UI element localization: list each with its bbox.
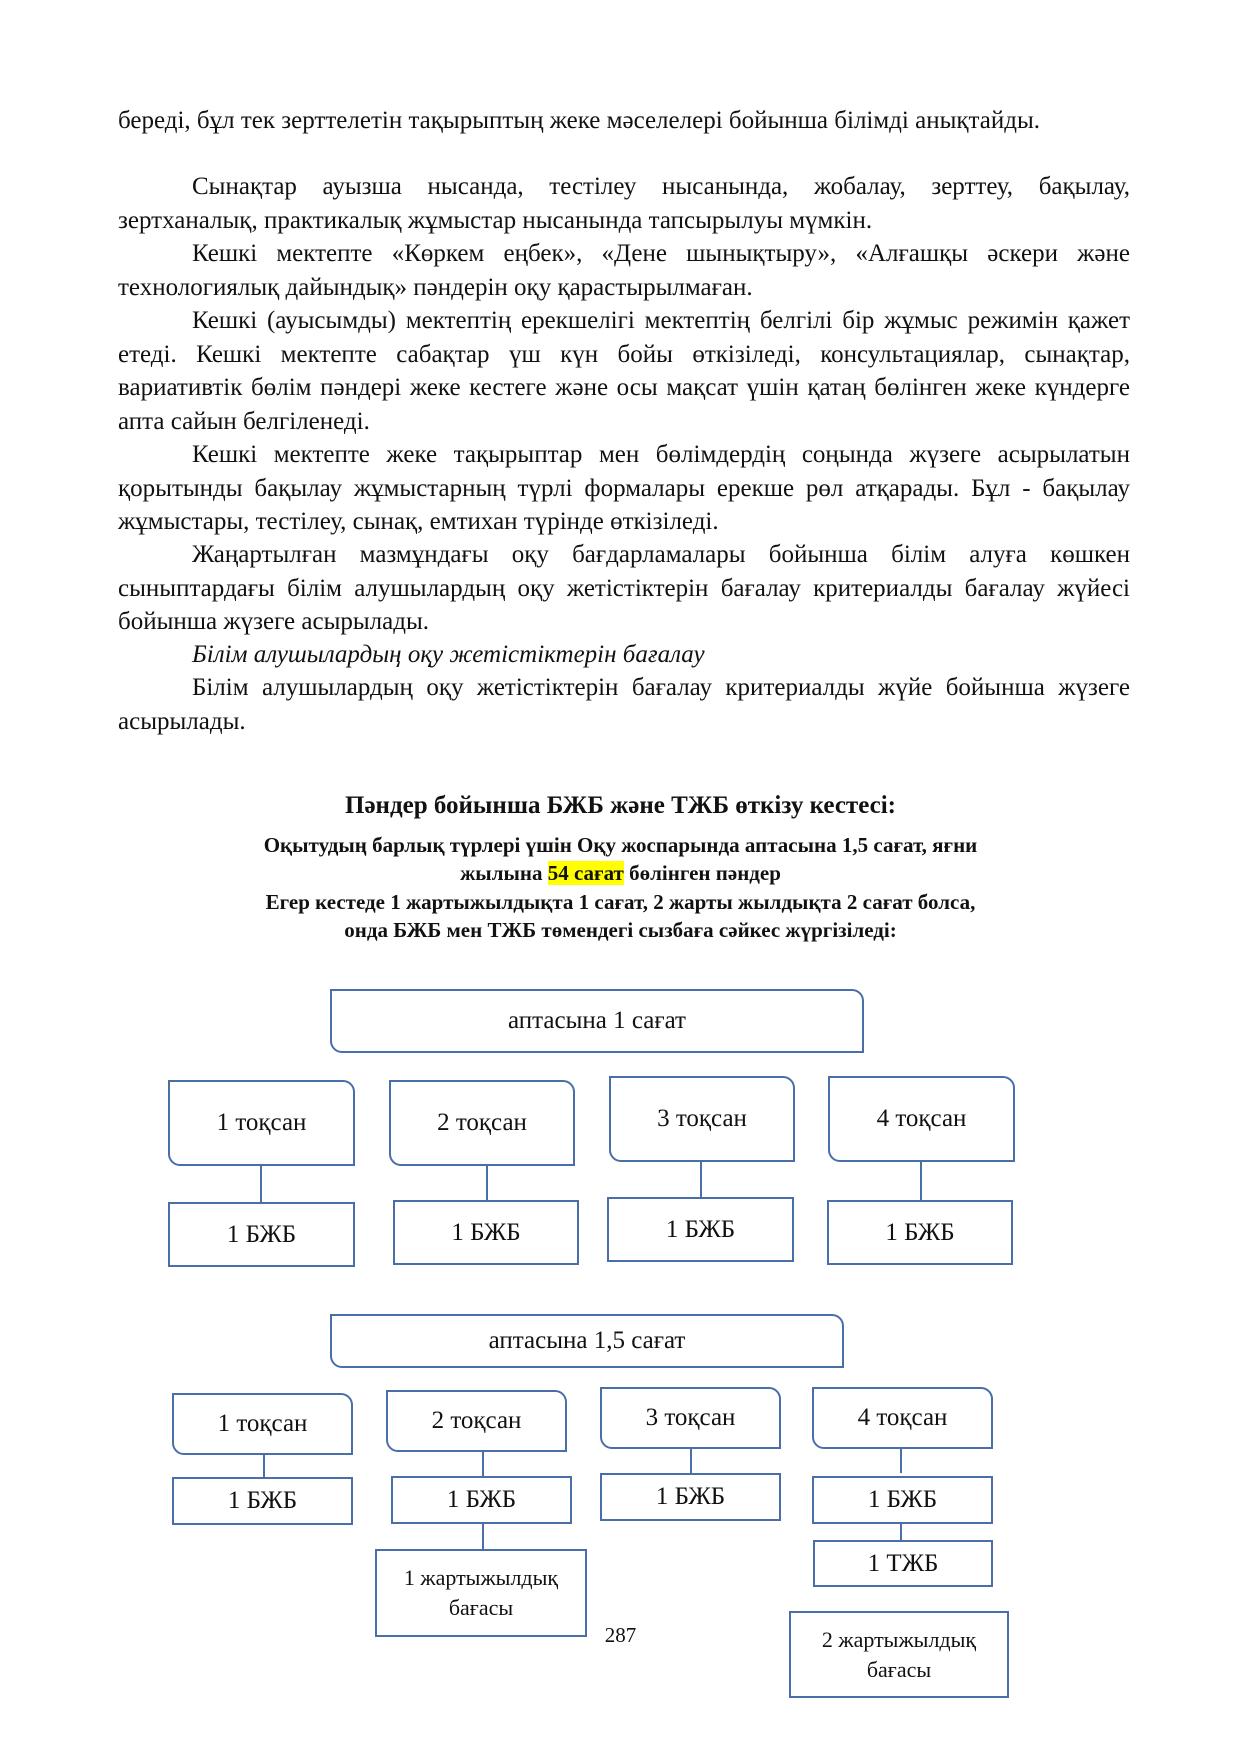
italic-heading: Білім алушылардың оқу жетістіктерін бағалау <box>192 641 705 668</box>
diagram2-quarter-3: 3 тоқсан <box>600 1387 781 1449</box>
section-line-1: Оқытудың барлық түрлері үшін Оқу жоспарында аптасына 1,5 сағат, яғни <box>263 833 978 857</box>
section-line-4: онда БЖБ мен ТЖБ төмендегі сызбаға сәйкес жүргізіледі: <box>344 918 897 942</box>
diagram2-connector-half1 <box>482 1524 484 1549</box>
diagram2-quarter-1: 1 тоқсан <box>172 1393 353 1455</box>
section-line-2 <box>0 859 1241 887</box>
paragraph-2: Сынақтар ауызша нысанда, тестілеу нысанында, жобалау, зерттеу, бақылау, зертханалық, практикалық жұмыстар нысанында тапсырылуы мүмкін. <box>118 173 1130 234</box>
section-line-3: Егер кестеде 1 жартыжылдықта 1 сағат, 2 жарты жылдықта 2 сағат болса, <box>265 890 976 914</box>
diagram2-connector-1 <box>263 1455 265 1477</box>
diagram2-result-3: 1 БЖБ <box>600 1473 781 1521</box>
diagram1-quarter-1: 1 тоқсан <box>168 1080 355 1166</box>
diagram2-quarter-4: 4 тоқсан <box>812 1387 993 1449</box>
half-year-1-grade: 1 жартыжылдық бағасы <box>375 1549 587 1637</box>
diagram2-result-1: 1 БЖБ <box>172 1477 353 1525</box>
diagram1-connector-2 <box>486 1166 488 1202</box>
section-title: Пәндер бойынша БЖБ және ТЖБ өткізу кестесі: <box>345 792 896 819</box>
diagram2-connector-tzb <box>900 1524 902 1540</box>
diagram1-result-4: 1 БЖБ <box>827 1200 1013 1265</box>
diagram1-result-1: 1 БЖБ <box>168 1202 355 1267</box>
paragraph-5: Кешкі мектепте жеке тақырыптар мен бөлімдердің соңында жүзеге асырылатын қорытынды бақылау жұмыстарның түрлі формалары ерекше рөл атқарады. Бұл - бақылау жұмыстары, тестілеу, сынақ, емтихан түрінде өткізіледі. <box>118 441 1130 535</box>
diagram1-result-2: 1 БЖБ <box>393 1200 579 1265</box>
paragraph-4: Кешкі (ауысымды) мектептің ерекшелігі мектептің белгілі бір жұмыс режимін қажет етеді. Кешкі мектепте сабақтар үш күн бойы өткізіледі, консультациялар, сынақтар, вариативтік бөлім пәндері жеке кестеге және осы мақсат үшін қатаң бөлінген жеке күндерге апта сайын белгіленеді. <box>118 307 1130 435</box>
diagram1-header: аптасына 1 сағат <box>330 989 864 1053</box>
page-number: 287 <box>604 1623 637 1647</box>
highlighted-hours: 54 сағат <box>547 861 624 885</box>
paragraph-6: Жаңартылған мазмұндағы оқу бағдарламалары бойынша білім алуға көшкен сыныптардағы білім алушылардың оқу жетістіктерін бағалау критериалды бағалау жүйесі бойынша жүзеге асырылады. <box>118 541 1130 635</box>
diagram2-connector-2 <box>482 1452 484 1476</box>
diagram2-connector-3 <box>690 1449 692 1473</box>
diagram2-quarter-2: 2 тоқсан <box>386 1390 567 1452</box>
diagram1-result-3: 1 БЖБ <box>607 1197 794 1262</box>
paragraph-1: береді, бұл тек зерттелетін тақырыптың жеке мәселелері бойынша білімді анықтайды. <box>118 107 1040 134</box>
half-year-2-grade: 2 жартыжылдық бағасы <box>789 1611 1009 1698</box>
diagram2-connector-4 <box>900 1449 902 1473</box>
diagram1-quarter-2: 2 тоқсан <box>389 1080 575 1166</box>
diagram2-header: аптасына 1,5 сағат <box>330 1314 844 1368</box>
paragraph-3: Кешкі мектепте «Көркем еңбек», «Дене шынықтыру», «Алғашқы әскери және технологиялық дайындық» пәндерін оқу қарастырылмаған. <box>118 240 1130 301</box>
line-2-post: бөлінген пәндер <box>629 861 781 885</box>
diagram2-tzb: 1 ТЖБ <box>813 1540 993 1587</box>
diagram1-connector-1 <box>260 1166 262 1204</box>
diagram1-quarter-3: 3 тоқсан <box>609 1076 795 1162</box>
line-2-pre: жылына <box>460 861 543 885</box>
diagram1-connector-4 <box>920 1162 922 1202</box>
paragraph-8: Білім алушылардың оқу жетістіктерін бағалау критериалды жүйе бойынша жүзеге асырылады. <box>118 674 1130 735</box>
diagram1-connector-3 <box>700 1162 702 1198</box>
diagram2-result-2: 1 БЖБ <box>391 1476 572 1524</box>
diagram2-result-4: 1 БЖБ <box>812 1476 993 1524</box>
diagram1-quarter-4: 4 тоқсан <box>828 1076 1015 1162</box>
